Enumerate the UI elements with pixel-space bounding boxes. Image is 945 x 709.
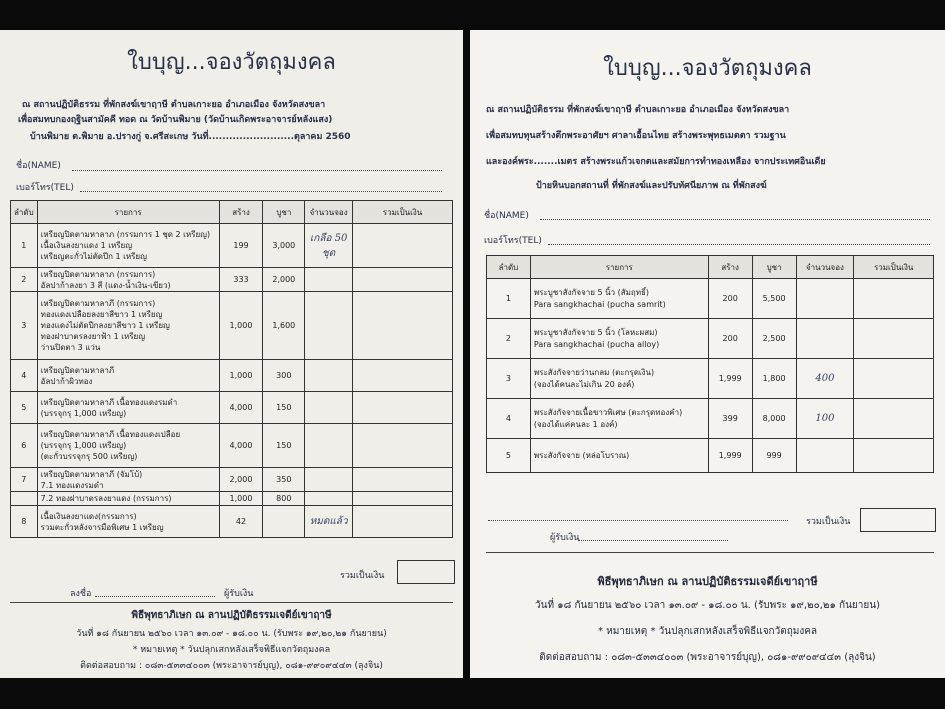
right-row-price: 8,000 <box>752 399 796 439</box>
left-row-price: 800 <box>263 492 305 506</box>
right-receiver-line[interactable] <box>578 540 728 541</box>
left-row-qty[interactable] <box>305 392 353 424</box>
left-footer-1: พิธีพุทธาภิเษก ณ ลานปฏิบัติธรรมเจดีย์เขาฤาษี <box>131 610 332 621</box>
left-col-no: ลำดับ <box>11 201 38 224</box>
left-row-total[interactable] <box>353 292 453 360</box>
right-tel-line[interactable] <box>548 244 930 245</box>
left-row-item-line: (ตะกั่วบรรจุกรุ 500 เหรียญ) <box>40 452 138 461</box>
left-row-number: 1 <box>11 224 38 268</box>
right-intro-4: ป้ายหินบอกสถานที่ ที่พักสงฆ์และปรับทัศนียภาพ ณ ที่พักสงฆ์ <box>536 181 767 191</box>
left-footer-2: วันที่ ๑๘ กันยายน ๒๕๖๐ เวลา ๑๓.๐๙ - ๑๘.๐๐ น. (รับพระ ๑๙,๒๐,๒๑ กันยายน) <box>76 629 387 639</box>
left-row-item <box>37 506 219 538</box>
left-row-made: 1,000 <box>219 492 263 506</box>
left-intro-3: บ้านพิมาย ต.พิมาย อ.ปรางกู่ จ.ศรีสะเกษ วันที่.........................ตุลาคม 2560 <box>30 132 351 142</box>
right-col-qty: จำนวนจอง <box>796 256 854 279</box>
right-row-item <box>530 439 708 473</box>
right-sum-box[interactable] <box>860 508 936 532</box>
left-row-item-line: ทองแดงไม่ตัดปีกลงยาสีขาว 1 เหรียญ <box>40 321 170 330</box>
left-row-item <box>37 268 219 292</box>
right-row-total[interactable] <box>854 399 934 439</box>
right-row-item-line: Para sangkhachai (pucha alloy) <box>533 339 660 349</box>
right-table-row <box>487 279 934 319</box>
right-col-item: รายการ <box>530 256 708 279</box>
left-row-item <box>37 224 219 268</box>
right-row-item-line: พระสังกัจจายเนื้อขาวพิเศษ (ตะกรุดทองคำ) <box>533 407 683 417</box>
left-table-row <box>11 360 453 392</box>
left-sum-label: รวมเป็นเงิน <box>340 571 385 581</box>
right-row-qty[interactable]: 400 <box>796 359 854 399</box>
left-row-number: 6 <box>11 424 38 468</box>
left-order-table <box>10 200 453 538</box>
right-row-total[interactable] <box>854 319 934 359</box>
right-row-made: 1,999 <box>708 359 752 399</box>
right-footer-2: วันที่ ๑๘ กันยายน ๒๕๖๐ เวลา ๑๓.๐๙ - ๑๘.๐๐ น. (รับพระ ๑๙,๒๐,๒๑ กันยายน) <box>535 600 880 611</box>
left-row-item <box>37 392 219 424</box>
left-footer-divider <box>10 602 453 603</box>
right-row-item-line: พระบูชาสังกัจจาย 5 นิ้ว (โลหะผสม) <box>533 327 658 337</box>
left-receiver-label: ผู้รับเงิน <box>224 589 254 599</box>
left-row-made: 42 <box>219 506 263 538</box>
right-sum-label: รวมเป็นเงิน <box>806 517 851 527</box>
left-row-qty[interactable] <box>305 468 353 492</box>
right-row-item-line: (จองได้แค่คนละ 1 องค์) <box>533 419 618 429</box>
left-sign-line[interactable] <box>95 596 215 597</box>
right-intro-1: ณ สถานปฏิบัติธรรม ที่พักสงฆ์เขาฤาษี ตำบลเกาะยอ อำเภอเมือง จังหวัดสงขลา <box>486 105 790 115</box>
left-col-made: สร้าง <box>219 201 263 224</box>
left-row-number: 4 <box>11 360 38 392</box>
right-row-item <box>530 399 708 439</box>
left-name-line[interactable] <box>72 170 442 171</box>
left-tel-label: เบอร์โทร(TEL) <box>16 183 74 193</box>
right-tel-label: เบอร์โทร(TEL) <box>484 236 542 246</box>
left-row-total[interactable] <box>353 360 453 392</box>
left-row-price: 150 <box>263 424 305 468</box>
left-row-item <box>37 468 219 492</box>
right-receiver-label: ผู้รับเงิน <box>550 533 580 543</box>
left-row-qty[interactable] <box>305 492 353 506</box>
right-col-total: รวมเป็นเงิน <box>854 256 934 279</box>
left-row-qty[interactable] <box>305 424 353 468</box>
left-row-item-line: เหรียญปิดตามหาลาภี เนื้อทองแดงรมดำ <box>40 397 178 407</box>
left-row-qty[interactable] <box>305 360 353 392</box>
right-row-qty[interactable]: 100 <box>796 399 854 439</box>
left-intro-1: ณ สถานปฏิบัติธรรม ที่พักสงฆ์เขาฤาษี ตำบลเกาะยอ อำเภอเมือง จังหวัดสงขลา <box>22 100 326 110</box>
right-row-price: 1,800 <box>752 359 796 399</box>
left-table-row <box>11 392 453 424</box>
left-table-row <box>11 424 453 468</box>
left-row-item-line: รวมตะกั่วหลังจารมือพิเศษ 1 เหรียญ <box>40 522 164 532</box>
right-table-row <box>487 439 934 473</box>
left-sum-box[interactable] <box>397 560 455 584</box>
right-row-number: 3 <box>487 359 531 399</box>
right-row-item-line: พระสังกัจจายว่านกลม (ตะกรุดเงิน) <box>533 367 655 377</box>
right-name-line[interactable] <box>540 219 930 220</box>
right-row-number: 5 <box>487 439 531 473</box>
right-intro-2: เพื่อสมทบทุนสร้างตึกพระอาศัยฯ ศาลาเอื้อนไทย สร้างพระพุทธเมตตา รวมฐาน <box>486 131 786 141</box>
left-row-item-line: (บรรจุกรุ 1,000 เหรียญ) <box>40 441 127 450</box>
left-row-item-line: 7.1 ทองแดงรมดำ <box>40 480 104 490</box>
right-row-item-line: (จองได้คนละไม่เกิน 20 องค์) <box>533 379 635 389</box>
right-table-row <box>487 319 934 359</box>
left-row-total[interactable] <box>353 468 453 492</box>
left-row-number <box>11 492 38 506</box>
left-row-item-line: เหรียญปิดตามหาลาภี <box>40 365 115 375</box>
left-row-number: 2 <box>11 268 38 292</box>
left-row-price <box>263 506 305 538</box>
right-row-total[interactable] <box>854 439 934 473</box>
left-row-qty[interactable]: เกลือ 50 ชุด <box>305 224 353 268</box>
left-flyer <box>0 30 463 678</box>
left-row-item-line: 7.2 ทองฝาบาตรลงยาแดง (กรรมการ) <box>40 494 172 503</box>
left-row-item-line: (บรรจุกรุ 1,000 เหรียญ) <box>40 408 127 418</box>
left-col-price: บูชา <box>263 201 305 224</box>
right-row-item <box>530 279 708 319</box>
left-row-total[interactable] <box>353 424 453 468</box>
left-row-item-line: เนื้อเงินลงยาแดง 1 เหรียญ <box>40 241 133 250</box>
left-row-number: 5 <box>11 392 38 424</box>
right-intro-3: และองค์พระ.......เมตร สร้างพระแก้วเจกตและสมัยการทำทองเหลือง จากประเทศอินเดีย <box>486 157 826 167</box>
left-col-item: รายการ <box>37 201 219 224</box>
right-col-price: บูชา <box>752 256 796 279</box>
right-row-item-line: พระบูชาสังกัจจาย 5 นิ้ว (สัมฤทธิ์) <box>533 287 650 297</box>
left-row-made: 1,000 <box>219 360 263 392</box>
left-row-total[interactable] <box>353 224 453 268</box>
right-row-item-line: Para sangkhachai (pucha samrit) <box>533 299 666 309</box>
right-row-price: 2,500 <box>752 319 796 359</box>
left-row-price: 2,000 <box>263 268 305 292</box>
left-row-qty[interactable] <box>305 292 353 360</box>
left-sign-label: ลงชื่อ <box>70 589 92 599</box>
right-footer-1: พิธีพุทธาภิเษก ณ ลานปฏิบัติธรรมเจดีย์เขาฤาษี <box>597 575 818 588</box>
right-table-row <box>487 399 934 439</box>
left-row-item <box>37 492 219 506</box>
left-row-price: 300 <box>263 360 305 392</box>
right-row-item-line: พระสังกัจจาย (หล่อโบราณ) <box>533 450 630 460</box>
right-row-total[interactable] <box>854 359 934 399</box>
right-footer-3: * หมายเหตุ * วันปลุกเสกหลังเสร็จพิธีแจกวัตถุมงคล <box>597 626 818 637</box>
right-row-made: 399 <box>708 399 752 439</box>
left-row-price: 1,600 <box>263 292 305 360</box>
left-row-made: 199 <box>219 224 263 268</box>
right-footer-divider <box>486 552 934 553</box>
left-row-item-line: อัลปาก้าลงยา 3 สี (แดง-น้ำเงิน-เขียว) <box>40 280 171 290</box>
right-row-made: 200 <box>708 319 752 359</box>
right-title: ใบบุญ...จองวัตถุมงคล <box>603 56 812 81</box>
left-table-row <box>11 468 453 492</box>
left-row-price: 3,000 <box>263 224 305 268</box>
left-row-item-line: ว่านปิดตา 3 แว่น <box>40 343 101 352</box>
left-table-row <box>11 292 453 360</box>
right-footer-4: ติดต่อสอบถาม : ๐๘๓-๕๓๓๔๐๐๓ (พระอาจารย์บุญ), ๐๘๑-๙๙๐๙๔๔๓ (ลุงจิน) <box>539 652 876 663</box>
left-row-item <box>37 424 219 468</box>
left-row-item-line: เหรียญปิดตามหาลาภี เนื้อทองแดงเปลือย <box>40 430 181 439</box>
left-row-total[interactable] <box>353 268 453 292</box>
left-intro-2: เพื่อสมทบกองฤฐินสามัคคี ทอด ณ วัดบ้านพิมาย (วัดบ้านเกิดพระอาจารย์หลังแสง) <box>18 115 333 125</box>
right-row-number: 2 <box>487 319 531 359</box>
left-row-made: 1,000 <box>219 292 263 360</box>
left-row-number: 3 <box>11 292 38 360</box>
left-row-total[interactable] <box>353 392 453 424</box>
right-sign-line[interactable] <box>488 520 788 521</box>
right-col-made: สร้าง <box>708 256 752 279</box>
right-row-number: 4 <box>487 399 531 439</box>
left-table-row <box>11 492 453 506</box>
right-row-made: 200 <box>708 279 752 319</box>
right-table-header <box>487 256 934 279</box>
left-row-total[interactable] <box>353 492 453 506</box>
left-col-qty: จำนวนจอง <box>305 201 353 224</box>
left-footer-3: * หมายเหตุ * วันปลุกเสกหลังเสร็จพิธีแจกวัตถุมงคล <box>132 645 331 655</box>
left-row-item-line: เหรียญปิดตามหาลาภ (กรรมการ 1 ชุด 2 เหรียญ) <box>40 230 211 239</box>
left-row-made: 4,000 <box>219 424 263 468</box>
left-row-item-line: ทองแดงเปลือยลงยาสีขาว 1 เหรียญ <box>40 310 163 319</box>
right-table-row <box>487 359 934 399</box>
right-row-item <box>530 359 708 399</box>
right-flyer <box>470 30 945 678</box>
left-row-item <box>37 292 219 360</box>
left-row-item-line: เนื้อเงินลงยาแดง(กรรมการ) <box>40 511 137 521</box>
right-row-item <box>530 319 708 359</box>
left-table-row <box>11 268 453 292</box>
left-row-price: 350 <box>263 468 305 492</box>
right-col-no: ลำดับ <box>487 256 531 279</box>
left-row-item-line: อัลปาก้าผิวทอง <box>40 376 93 386</box>
left-table-header <box>11 201 453 224</box>
left-row-number: 7 <box>11 468 38 492</box>
left-row-item <box>37 360 219 392</box>
left-row-made: 4,000 <box>219 392 263 424</box>
left-name-label: ชื่อ(NAME) <box>16 161 61 171</box>
left-row-number: 8 <box>11 506 38 538</box>
right-row-qty[interactable] <box>796 439 854 473</box>
right-row-number: 1 <box>487 279 531 319</box>
left-row-item-line: เหรียญปิดตามหาลาภี (จัมโบ้) <box>40 469 143 479</box>
left-tel-line[interactable] <box>80 191 442 192</box>
left-row-qty[interactable]: หมดแล้ว <box>305 506 353 538</box>
left-table-row <box>11 224 453 268</box>
left-title: ใบบุญ...จองวัตถุมงคล <box>127 50 336 75</box>
left-col-total: รวมเป็นเงิน <box>353 201 453 224</box>
right-name-label: ชื่อ(NAME) <box>484 211 529 221</box>
right-row-made: 1,999 <box>708 439 752 473</box>
right-row-total[interactable] <box>854 279 934 319</box>
right-row-qty[interactable] <box>796 279 854 319</box>
left-row-item-line: เหรียญปิดตามหาลาภ (กรรมการ) <box>40 269 156 279</box>
right-row-price: 999 <box>752 439 796 473</box>
left-row-qty[interactable] <box>305 268 353 292</box>
left-footer-4: ติดต่อสอบถาม : ๐๘๓-๕๓๓๔๐๐๓ (พระอาจารย์บุญ), ๐๘๑-๙๙๐๙๔๔๓ (ลุงจิน) <box>80 661 383 671</box>
left-row-item-line: เหรียญตะกั่วไม่ตัดปีก 1 เหรียญ <box>40 252 147 261</box>
left-row-made: 2,000 <box>219 468 263 492</box>
left-row-price: 150 <box>263 392 305 424</box>
left-table-row <box>11 506 453 538</box>
left-row-item-line: เหรียญปิดตามหาลาภี (กรรมการ) <box>40 299 156 308</box>
left-row-made: 333 <box>219 268 263 292</box>
right-row-qty[interactable] <box>796 319 854 359</box>
left-row-item-line: ทองฝาบาตรลงยาฟ้า 1 เหรียญ <box>40 332 146 341</box>
left-row-total[interactable] <box>353 506 453 538</box>
right-row-price: 5,500 <box>752 279 796 319</box>
right-order-table <box>486 255 934 473</box>
